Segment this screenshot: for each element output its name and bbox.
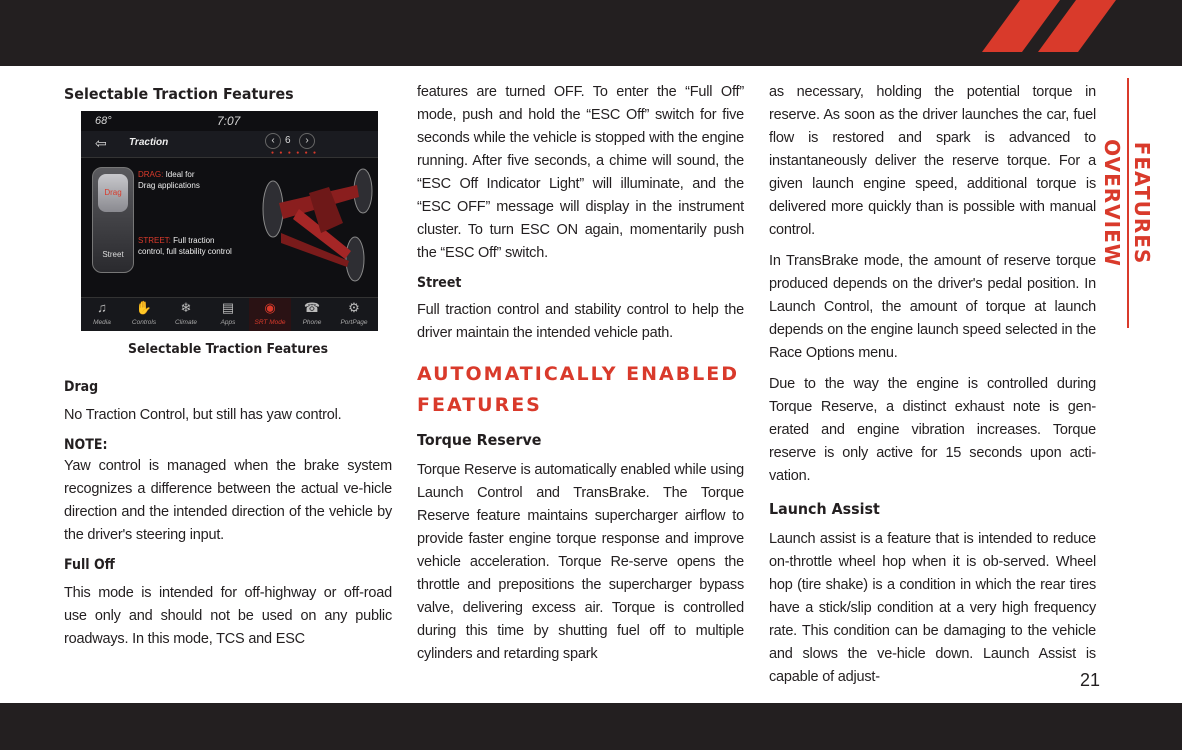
drag-mode-desc-1: Ideal for [165,170,195,179]
street-heading: Street [417,275,462,291]
column-1 [64,80,392,108]
tab-apps[interactable]: ▤ Apps [207,298,249,331]
drag-heading: Drag [64,379,99,395]
tab-srt-mode[interactable]: ◉ SRT Mode [249,298,291,331]
tab-portpage[interactable]: ⚙ PortPage [333,298,375,331]
image-caption: Selectable Traction Features [127,341,329,357]
screen-temperature: 68° [95,115,112,127]
launch-assist-heading: Launch Assist [769,500,880,518]
top-banner [0,0,1182,66]
apps-icon: ▤ [221,300,235,315]
torque-reserve-text: Torque Reserve is automatically enabled while using Launch Control and TransBrake. The Torque Reserve feature maintains supercharger airflow to provide faster engine torque response and improve vehicle acceleration. Torque Re-serve opens the throttle and prepositions the supercharger bypass valve, delivering excess air. Torque is controlled during this time by shutting fuel off to multiple cylinders and retarding spark [417,462,744,662]
section-side-tab [1100,78,1157,328]
tab-controls[interactable]: ✋ Controls [123,298,165,331]
column-1-body [64,339,392,651]
street-mode-desc-2: control, full stability control [138,247,232,256]
full-off-text: This mode is intended for off-highway or off-road use only and should not be used on any public roadways. In this mode, TCS and ESC [64,585,392,647]
back-arrow-icon[interactable]: ⇦ [95,135,107,151]
torque-reserve-heading: Torque Reserve [417,431,542,449]
tab-climate[interactable]: ❄ Climate [165,298,207,331]
page-dots: ● ● ● ● ● ● [271,150,319,156]
drag-mode-desc-2: Drag applications [138,181,200,190]
screen-tab-bar [81,297,378,331]
launch-assist-text: Launch assist is a feature that is intended to reduce on-throttle wheel hop when it is ob-served. Wheel hop (tire shake) is a condition in which the rear tires have a stick/slip condition at a very high frequency rate. This condition can be damaging to the vehicle and slows the ve-hicle down. Launch Assist is capable of adjust- [769,531,1096,685]
screen-status-bar [81,111,378,131]
street-mode-desc-1: Full traction [173,236,215,245]
hand-icon: ✋ [135,300,153,315]
steering-wheel-icon: ◉ [264,300,276,315]
full-off-continued: features are turned OFF. To enter the “Full Off” mode, push and hold the “ESC Off” switch for five seconds while the vehicle is stopped with the engine running. After five seconds, a chime will sound, the “ESC Off Indicator Light” will illuminate, and the “ESC OFF” message will display in the instrument cluster. To turn ESC ON again, momentarily push the “ESC Off” switch. [417,84,744,261]
section-title-line-1: AUTOMATICALLY ENABLED [417,363,740,385]
note-text: Yaw control is managed when the brake system recognizes a difference between the actual ve-hicle direction and the intended direction of the vehicle by the driver's steering input. [64,458,392,543]
street-text: Full traction control and stability control to help the driver maintain the intended vehicle path. [417,302,744,341]
screen-title: Traction [129,137,169,148]
climate-icon: ❄ [180,300,192,315]
traction-screen-image [81,111,378,331]
exhaust-note-text: Due to the way the engine is controlled during Torque Reserve, a distinct exhaust note is gen-erated and engine vibration increases. Torque reserve is only active for 15 seconds upon acti-vation. [769,376,1096,484]
full-off-heading: Full Off [64,557,115,573]
street-mode-description [138,235,232,257]
drag-mode-description [138,169,200,191]
tab-media[interactable]: ♫ Media [81,298,123,331]
column-2 [417,81,744,666]
street-mode-label: STREET: [138,236,171,245]
screen-time: 7:07 [217,114,241,128]
section-heading: Selectable Traction Features [64,85,294,103]
drag-text: No Traction Control, but still has yaw control. [64,407,342,423]
switch-drag-label: Drag [104,188,122,197]
drag-mode-label: DRAG: [138,170,164,179]
tab-phone[interactable]: ☎ Phone [291,298,333,331]
bottom-banner [0,703,1182,750]
column-3 [769,81,1096,689]
switch-street-label: Street [102,250,124,259]
screen-page-number: 6 [285,135,291,146]
transbrake-text: In TransBrake mode, the amount of reserve torque produced depends on the driver's pedal position. In Launch Control, the amount of torque at launch depends on the engine launch speed selected in the Race Options menu. [769,253,1096,361]
screen-header [81,131,378,158]
prev-page-icon[interactable]: ‹ [265,133,281,149]
traction-switch[interactable] [92,167,134,273]
next-page-icon[interactable]: › [299,133,315,149]
note-label: NOTE: [64,437,108,453]
chassis-graphic [259,163,377,287]
gear-icon: ⚙ [348,300,360,315]
torque-reserve-continued: as necessary, holding the potential torque in reserve. As soon as the driver launches the car, fuel flow is restored and spark is advanced to instantaneously deliver the reserve torque. For a given launch engine speed, additional torque is delivered more quickly than is possible with manual control. [769,84,1096,238]
section-title-line-2: FEATURES [417,394,542,416]
brand-stripes-icon [982,0,1142,66]
side-tab-label: FEATURES OVERVIEW [1100,139,1154,267]
page-number: 21 [1079,670,1100,690]
music-icon: ♫ [97,300,107,315]
phone-icon: ☎ [303,300,321,315]
